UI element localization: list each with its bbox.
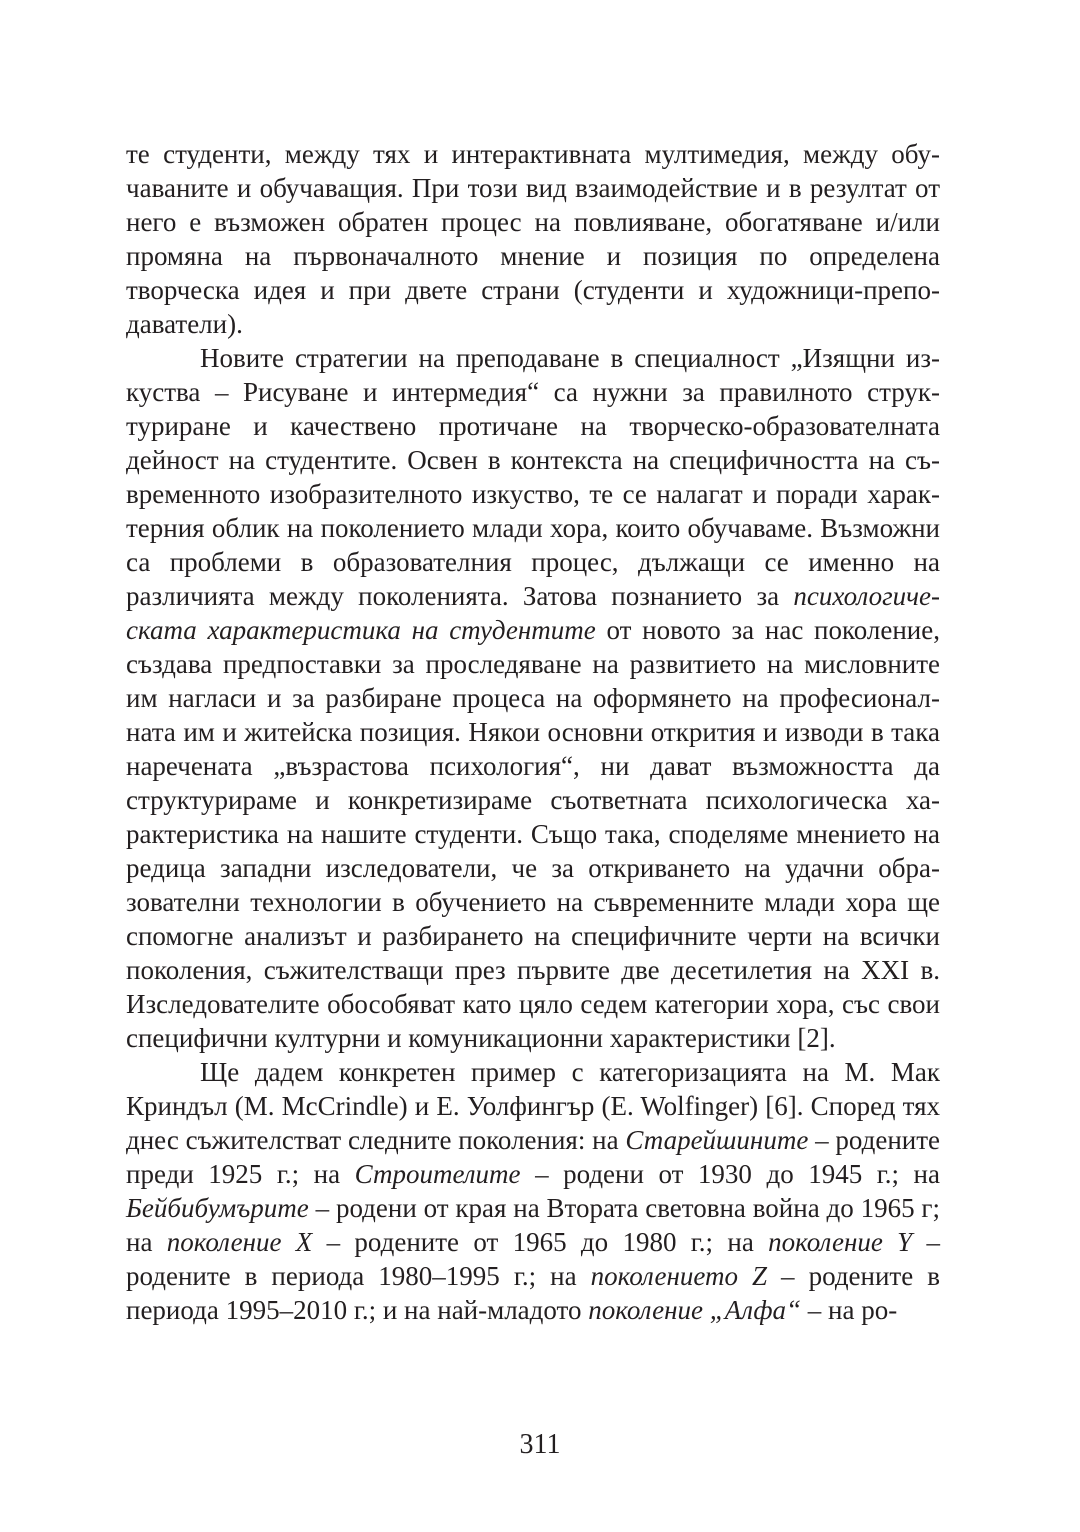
text-run: Новите стратегии на преподаване в специалност „Изящни изкуства – Рисуване и интермедия“ са нужни за правилното структуриране и качествено протичане на творческо-образователната дейност на студентите. Освен в контекста на специфичността на съвременното изобразителното изкуство, те се налагат и поради характерния облик на поколението млади хора, които обучаваме. Възможни са проблеми в образователния процес, дължащи се именно на различията между поколенията. Затова познанието за [126, 343, 940, 611]
text-run: Ще дадем конкретен пример с категоризацията на М. Мак Криндъл (M. McCrindle) и Е. Уолфингър (E. Wolfinger) [6]. Според тях днес съжителстват следните поколения: на [126, 1057, 940, 1155]
page-number: 311 [519, 1429, 561, 1460]
text-run: – на ро- [801, 1295, 898, 1325]
paragraph-continuation [126, 137, 940, 341]
text-run: – родени от края на Втората световна война до 1965 г; на [126, 1193, 940, 1257]
text-run: – родените преди 1925 г.; на [126, 1125, 940, 1189]
text-run: – родени от 1930 до 1945 г.; на [520, 1159, 940, 1189]
italic-term: Строителите [354, 1159, 521, 1189]
italic-term: Бейбибумърите [126, 1193, 309, 1223]
italic-term: психологическата характеристика на студентите [126, 581, 940, 645]
paragraph-generations-example [126, 1055, 940, 1327]
text-run: от новото за нас поколение, създава предпоставки за проследяване на развитието на мисловните им нагласи и за разбиране процеса на оформянето на професионалната им и житейска позиция. Някои основни открития и изводи в така наречената „възрастова психология“, ни дават възможността да структурираме и конкретизираме съответната психологическа характеристика на нашите студенти. Също така, споделяме мнението на редица западни изследователи, че за откриването на удачни образователни технологии в обучението на съвременните млади хора ще спомогне анализът и разбирането на специфичните черти на всички поколения, съжителстващи през първите две десетилетия на XXI в. Изследователите обособяват като цяло седем категории хора, със свои специфични културни и комуникационни характеристики [2]. [126, 615, 940, 1053]
italic-term: поколение X [166, 1227, 313, 1257]
italic-term: Старейшините [625, 1125, 809, 1155]
text-run: – родените в периода 1980–1995 г.; на [126, 1227, 940, 1291]
italic-term: поколение „Алфа“ [588, 1295, 802, 1325]
text-run: – родените от 1965 до 1980 г.; на [312, 1227, 769, 1257]
paragraph-teaching-strategies [126, 341, 940, 1055]
body-text [126, 137, 940, 1327]
text-run: те студенти, между тях и интерактивната мултимедия, между обучаваните и обучаващия. При този вид взаимодействие и в резултат от него е възможен обратен процес на повлияване, обогатяване и/или промяна на първоначалното мнение и позиция по определена творческа идея и при двете страни (студенти и художници-преподаватели). [126, 139, 940, 339]
italic-term: поколението Z [590, 1261, 768, 1291]
italic-term: поколение Y [768, 1227, 913, 1257]
text-run: – родените в периода 1995–2010 г.; и на най-младото [126, 1261, 940, 1325]
